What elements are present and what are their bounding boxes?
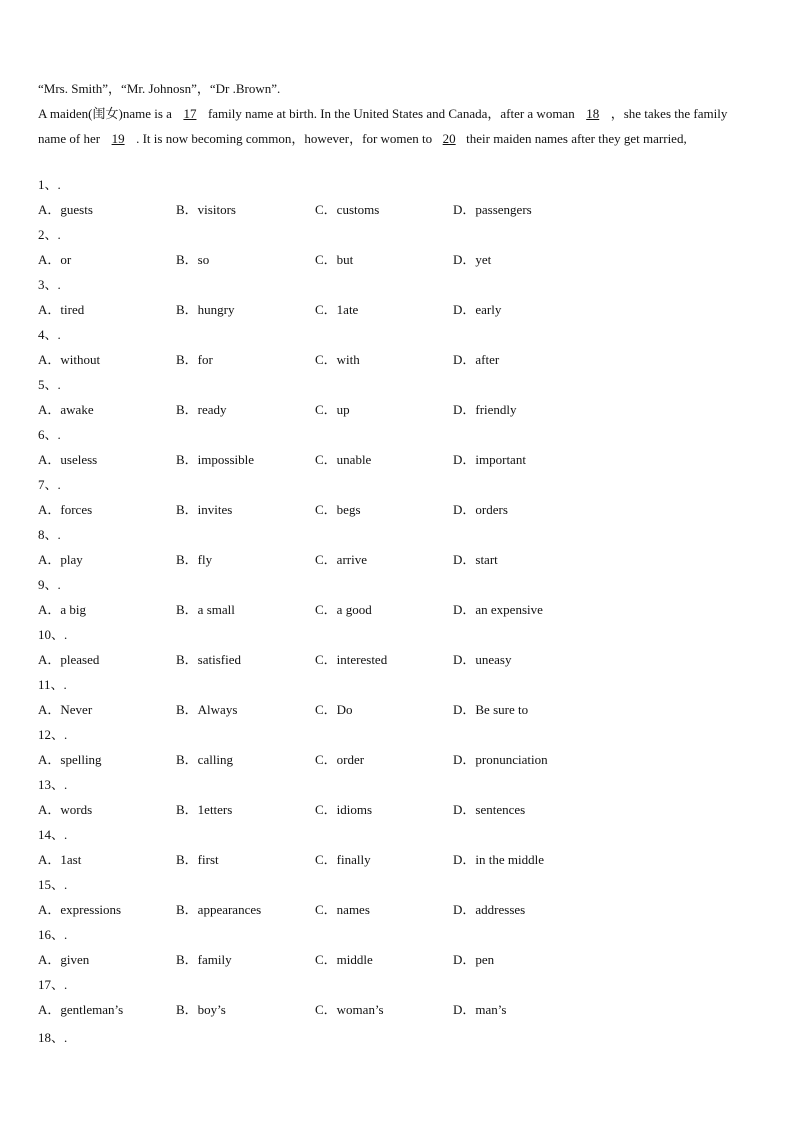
passage-text xyxy=(38,76,738,151)
option-b: B．so xyxy=(176,252,210,267)
option-row xyxy=(38,952,758,968)
option-c: C．unable xyxy=(315,452,372,467)
option-c: C．customs xyxy=(315,202,380,217)
option-c: C．idioms xyxy=(315,802,373,817)
passage-segment: family name at birth. In the United States and Canada，after a woman xyxy=(207,106,575,121)
question-number: 7、. xyxy=(38,477,61,492)
option-row xyxy=(38,352,758,368)
option-d: D．yet xyxy=(453,252,492,267)
question-item xyxy=(38,172,758,222)
passage-line-1: “Mrs. Smith”，“Mr. Johnosn”，“Dr .Brown”. xyxy=(38,81,281,96)
option-a: A．expressions xyxy=(38,902,122,917)
question-item xyxy=(38,872,758,922)
question-item xyxy=(38,922,758,972)
option-a: A．without xyxy=(38,352,101,367)
question-number: 17、. xyxy=(38,977,68,992)
option-row xyxy=(38,252,758,268)
question-item xyxy=(38,622,758,672)
question-item xyxy=(38,222,758,272)
question-number: 2、. xyxy=(38,227,61,242)
question-number: 18、. xyxy=(38,1030,68,1045)
option-c: C．begs xyxy=(315,502,361,517)
option-d: D．Be sure to xyxy=(453,702,529,717)
option-c: C．1ate xyxy=(315,302,359,317)
option-a: A．useless xyxy=(38,452,98,467)
option-a: A．words xyxy=(38,802,93,817)
option-b: B．a small xyxy=(176,602,235,617)
passage-segment: their maiden names after they get married, xyxy=(466,131,687,146)
option-b: B．boy’s xyxy=(176,1002,226,1017)
option-b: B．impossible xyxy=(176,452,255,467)
blank-18: 18 xyxy=(586,106,600,121)
option-d: D．passengers xyxy=(453,202,532,217)
option-d: D．addresses xyxy=(453,902,526,917)
question-item xyxy=(38,572,758,622)
option-row xyxy=(38,402,758,418)
blank-19: 19 xyxy=(111,131,125,146)
option-row xyxy=(38,602,758,618)
option-d: D．after xyxy=(453,352,500,367)
option-b: B．invites xyxy=(176,502,233,517)
option-a: A．given xyxy=(38,952,90,967)
option-c: C．interested xyxy=(315,652,388,667)
option-d: D．sentences xyxy=(453,802,526,817)
option-d: D．uneasy xyxy=(453,652,512,667)
option-b: B．satisfied xyxy=(176,652,241,667)
blank-20: 20 xyxy=(442,131,456,146)
passage-segment: A maiden(闺女)name is a xyxy=(38,106,172,121)
question-number: 11、. xyxy=(38,677,67,692)
question-list xyxy=(38,172,758,1022)
passage-segment: . It is now becoming common，however，for women to xyxy=(136,131,433,146)
question-number: 4、. xyxy=(38,327,61,342)
option-c: C．order xyxy=(315,752,365,767)
question-item xyxy=(38,822,758,872)
question-item xyxy=(38,772,758,822)
question-number: 14、. xyxy=(38,827,68,842)
option-b: B．ready xyxy=(176,402,227,417)
question-item xyxy=(38,472,758,522)
question-item xyxy=(38,272,758,322)
question-item xyxy=(38,372,758,422)
option-b: B．for xyxy=(176,352,213,367)
option-d: D．in the middle xyxy=(453,852,544,867)
option-c: C．a good xyxy=(315,602,372,617)
option-c: C．arrive xyxy=(315,552,367,567)
option-b: B．first xyxy=(176,852,219,867)
passage-segment: ，she takes the family name of her xyxy=(38,106,728,146)
question-number: 1、. xyxy=(38,177,61,192)
option-a: A．forces xyxy=(38,502,93,517)
question-number: 5、. xyxy=(38,377,61,392)
blank-17: 17 xyxy=(183,106,197,121)
option-d: D．important xyxy=(453,452,526,467)
question-item xyxy=(38,422,758,472)
option-d: D．pen xyxy=(453,952,495,967)
option-a: A．tired xyxy=(38,302,85,317)
option-c: C．up xyxy=(315,402,350,417)
option-c: C．finally xyxy=(315,852,371,867)
option-b: B．1etters xyxy=(176,802,233,817)
option-row xyxy=(38,452,758,468)
question-number: 13、. xyxy=(38,777,68,792)
option-a: A．awake xyxy=(38,402,94,417)
option-row xyxy=(38,802,758,818)
option-d: D．start xyxy=(453,552,498,567)
question-item xyxy=(38,972,758,1022)
option-d: D．pronunciation xyxy=(453,752,548,767)
question-number: 3、. xyxy=(38,277,61,292)
option-b: B．fly xyxy=(176,552,213,567)
question-item xyxy=(38,322,758,372)
option-c: C．Do xyxy=(315,702,353,717)
option-row xyxy=(38,202,758,218)
question-number: 6、. xyxy=(38,427,61,442)
option-row xyxy=(38,1002,758,1018)
option-row xyxy=(38,302,758,318)
option-c: C．names xyxy=(315,902,370,917)
question-number: 15、. xyxy=(38,877,68,892)
option-a: A．Never xyxy=(38,702,93,717)
option-d: D．an expensive xyxy=(453,602,543,617)
option-b: B．visitors xyxy=(176,202,236,217)
question-item xyxy=(38,672,758,722)
option-c: C．with xyxy=(315,352,360,367)
option-d: D．friendly xyxy=(453,402,517,417)
option-a: A．a big xyxy=(38,602,87,617)
question-number: 10、. xyxy=(38,627,68,642)
option-b: B．calling xyxy=(176,752,234,767)
option-c: C．but xyxy=(315,252,354,267)
option-b: B．hungry xyxy=(176,302,235,317)
question-item xyxy=(38,522,758,572)
option-row xyxy=(38,902,758,918)
question-number: 8、. xyxy=(38,527,61,542)
option-d: D．orders xyxy=(453,502,508,517)
option-row xyxy=(38,502,758,518)
question-item xyxy=(38,722,758,772)
option-a: A．or xyxy=(38,252,72,267)
option-row xyxy=(38,552,758,568)
option-d: D．early xyxy=(453,302,502,317)
option-d: D．man’s xyxy=(453,1002,507,1017)
question-number: 16、. xyxy=(38,927,68,942)
question-number: 9、. xyxy=(38,577,61,592)
passage-paragraph xyxy=(38,101,738,151)
option-c: C．woman’s xyxy=(315,1002,384,1017)
option-row xyxy=(38,702,758,718)
option-a: A．1ast xyxy=(38,852,82,867)
option-a: A．pleased xyxy=(38,652,100,667)
option-b: B．Always xyxy=(176,702,238,717)
option-a: A．play xyxy=(38,552,83,567)
option-row xyxy=(38,852,758,868)
option-c: C．middle xyxy=(315,952,373,967)
option-b: B．family xyxy=(176,952,232,967)
option-a: A．guests xyxy=(38,202,93,217)
option-b: B．appearances xyxy=(176,902,262,917)
option-a: A．gentleman’s xyxy=(38,1002,124,1017)
option-a: A．spelling xyxy=(38,752,102,767)
option-row xyxy=(38,752,758,768)
option-row xyxy=(38,652,758,668)
question-number: 12、. xyxy=(38,727,68,742)
